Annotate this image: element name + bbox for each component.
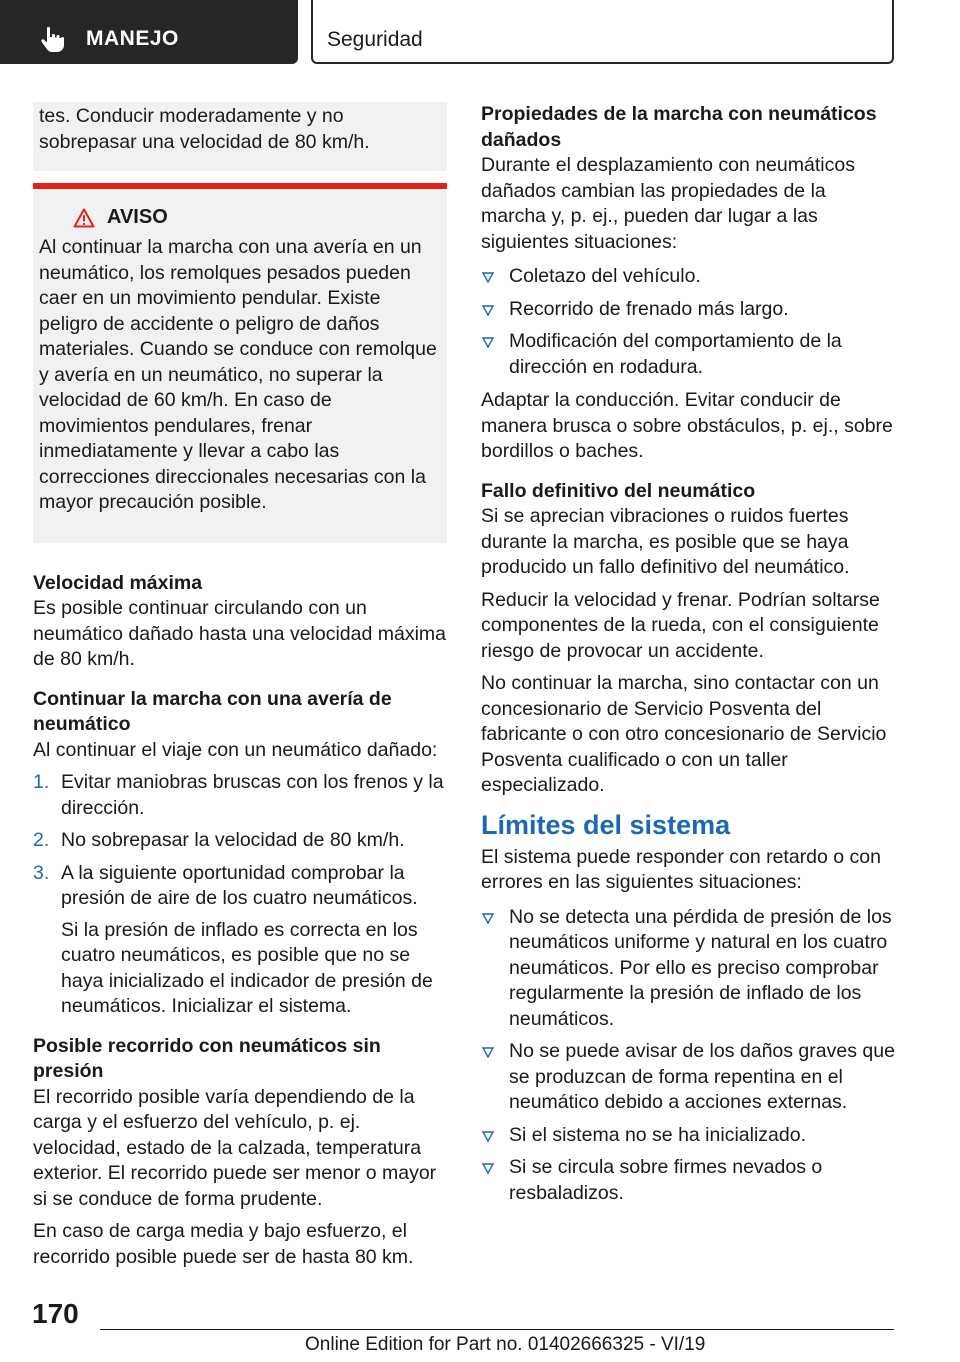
section-label: MANEJO — [86, 27, 179, 50]
paragraph: Al continuar el viaje con un neumático dañado: — [33, 738, 438, 761]
page-number: 170 — [32, 1298, 79, 1329]
intro-box — [33, 102, 447, 171]
hand-icon — [38, 24, 68, 54]
left-column — [33, 102, 447, 1277]
paragraph: Durante el desplazamiento con neumáticos dañados cambian las propiedades de la marcha y, p. ej., pueden dar lugar a las siguientes situaciones: — [481, 154, 855, 253]
paragraph: No continuar la marcha, sino contactar con un concesionario de Servicio Posventa del fabricante o con otro concesionario de Servicio Posventa cualificado o con un taller especializado. — [481, 672, 887, 796]
triangle-bullet-icon — [482, 1047, 494, 1058]
step-note: Si la presión de inflado es correcta en los cuatro neumáticos, es posible que no se haya inicializado el indicador de presión de neumáticos. Inicializar el sistema. — [61, 918, 433, 1017]
list-item — [481, 905, 895, 1033]
heading-limites-sistema: Límites del sistema — [481, 809, 731, 840]
chapter-header — [311, 0, 894, 64]
list-item-text: Coletazo del vehículo. — [509, 265, 701, 287]
warning-box — [33, 183, 447, 543]
paragraph: Es posible continuar circulando con un neumático dañado hasta una velocidad máxima de 80 km/h. — [33, 597, 447, 670]
list-item-text: Si el sistema no se ha inicializado. — [509, 1123, 806, 1146]
bullet-list — [481, 905, 895, 1207]
step-text: No sobrepasar la velocidad de 80 km/h. — [61, 829, 405, 851]
heading-recorrido-sin-presion: Posible recorrido con neumáticos sin presión — [33, 1034, 381, 1082]
triangle-bullet-icon — [482, 305, 494, 316]
step-number: 3. — [33, 861, 50, 884]
warning-title-row — [39, 203, 441, 233]
step-text: A la siguiente oportunidad comprobar la presión de aire de los cuatro neumáticos. — [61, 861, 418, 909]
triangle-bullet-icon — [482, 337, 494, 348]
warning-text: Al continuar la marcha con una avería en un neumático, los remolques pesados pueden caer en un movimiento pendular. Existe peligro de accidente o peligro de daños materiales. Cuando se conduce con remolque y avería en un neumático, no superar la velocidad de 60 km/h. En caso de movimientos pendulares, frenar inmediatamente y llevar a cabo las correcciones direccionales necesarias con la mayor precaución posible. — [39, 236, 437, 513]
triangle-bullet-icon — [482, 1163, 494, 1174]
paragraph: Si se aprecian vibraciones o ruidos fuertes durante la marcha, es posible que se haya producido un fallo definitivo del neumático. — [481, 505, 850, 578]
paragraph: Adaptar la conducción. Evitar conducir de manera brusca o sobre obstáculos, p. ej., sobre bordillos o baches. — [481, 389, 893, 462]
heading-velocidad-maxima: Velocidad máxima — [33, 571, 203, 594]
right-column — [481, 102, 895, 1214]
step-number: 2. — [33, 829, 50, 851]
warning-triangle-icon — [73, 208, 95, 228]
list-item-text: No se puede avisar de los daños graves que se produzcan de forma repentina en el neumático debido a acciones externas. — [509, 1040, 895, 1113]
chapter-title: Seguridad — [327, 28, 423, 51]
list-item-text: No se detecta una pérdida de presión de los neumáticos uniforme y natural en los cuatro neumáticos. Por ello es preciso comprobar regularmente la presión de inflado de los neumáticos. — [509, 905, 892, 1030]
footer-divider — [100, 1329, 894, 1330]
list-item — [481, 297, 895, 323]
intro-text: tes. Conducir moderadamente y no sobrepasar una velocidad de 80 km/h. — [39, 105, 370, 153]
list-item — [33, 861, 447, 912]
heading-propiedades-marcha: Propiedades de la marcha con neumáticos dañados — [481, 103, 877, 151]
triangle-bullet-icon — [482, 913, 494, 924]
paragraph: Reducir la velocidad y frenar. Podrían soltarse componentes de la rueda, con el consiguiente riesgo de provocar un accidente. — [481, 588, 880, 662]
triangle-bullet-icon — [482, 1131, 494, 1142]
list-item — [481, 1123, 895, 1149]
warning-title: AVISO — [107, 206, 168, 229]
paragraph: El recorrido posible varía dependiendo de la carga y el esfuerzo del vehículo, p. ej. velocidad, estado de la calzada, temperatura exterior. El recorrido puede ser menor o mayor si se conduce de forma prudente. — [33, 1085, 437, 1210]
bullet-list — [481, 264, 895, 380]
list-item-text: Si se circula sobre firmes nevados o resbaladizos. — [509, 1156, 823, 1204]
list-item-text: Modificación del comportamiento de la dirección en rodadura. — [509, 330, 842, 378]
list-item — [481, 264, 895, 290]
list-item — [33, 770, 447, 821]
heading-continuar-marcha: Continuar la marcha con una avería de neumático — [33, 687, 392, 735]
section-tab — [0, 0, 298, 64]
step-text: Evitar maniobras bruscas con los frenos y la dirección. — [61, 771, 444, 819]
edition-note: Online Edition for Part no. 01402666325 - VI/19 — [305, 1334, 706, 1355]
list-item-text: Recorrido de frenado más largo. — [509, 297, 789, 320]
steps-list — [33, 770, 447, 912]
triangle-bullet-icon — [482, 272, 494, 283]
paragraph: En caso de carga media y bajo esfuerzo, el recorrido posible puede ser de hasta 80 km. — [33, 1220, 414, 1268]
step-number: 1. — [33, 771, 50, 793]
list-item — [481, 329, 895, 380]
heading-fallo-definitivo: Fallo definitivo del neumático — [481, 479, 756, 502]
list-item — [33, 828, 447, 854]
list-item — [481, 1039, 895, 1116]
list-item — [481, 1155, 895, 1206]
paragraph: El sistema puede responder con retardo o con errores en las siguientes situaciones: — [481, 845, 881, 893]
